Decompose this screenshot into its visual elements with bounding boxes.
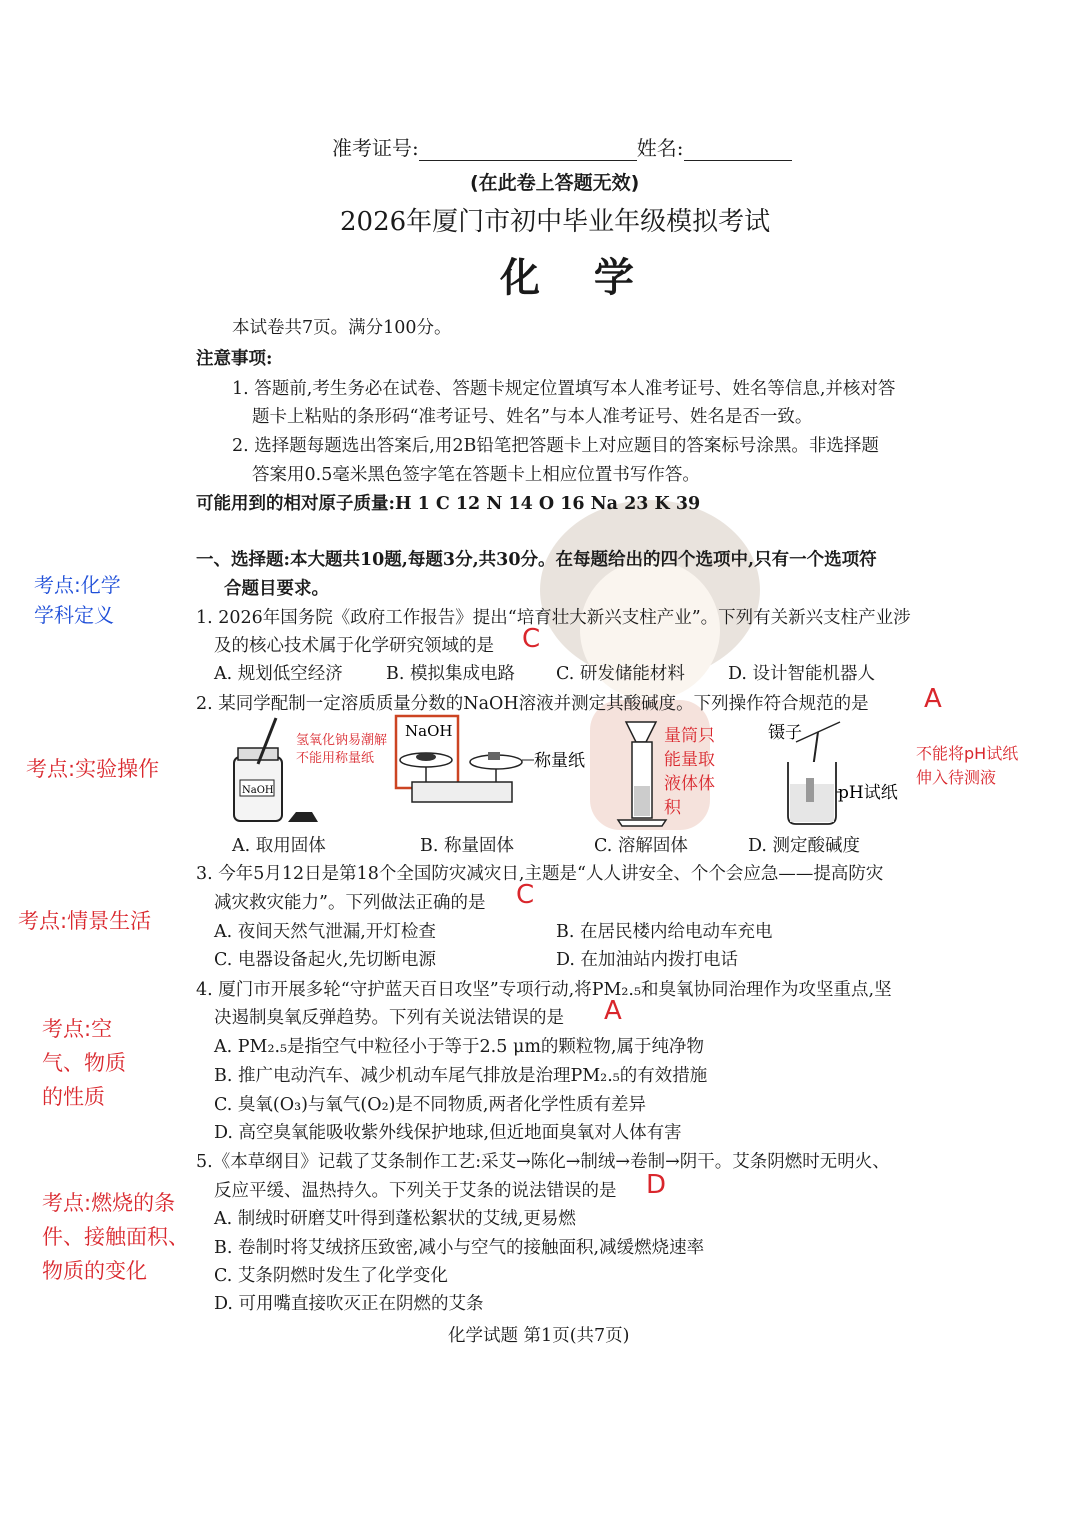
name-blank[interactable] xyxy=(684,142,792,161)
annotation-topic-2: 考点:实验操作 xyxy=(26,757,160,781)
q3-answer-mark: C xyxy=(516,880,535,910)
q5-answer-mark: D xyxy=(646,1170,667,1200)
q4-option-b[interactable]: B. 推广电动汽车、减少机动车尾气排放是治理PM₂.₅的有效措施 xyxy=(214,1066,708,1086)
q1-option-a[interactable]: A. 规划低空经济 xyxy=(214,664,343,684)
q3-line2: 减灾救灾能力”。下列做法正确的是 xyxy=(214,893,486,913)
atomic-masses: 可能用到的相对原子质量:H 1 C 12 N 14 O 16 Na 23 K 39 xyxy=(196,494,701,514)
q4-option-c[interactable]: C. 臭氧(O₃)与氧气(O₂)是不同物质,两者化学性质有差异 xyxy=(214,1095,646,1115)
annotation-topic-4: 考点:空气、物质的性质 xyxy=(42,1017,126,1109)
exam-id-label: 准考证号: xyxy=(332,136,419,160)
figure-a-bottle-label: NaOH xyxy=(242,785,274,796)
q5-option-c[interactable]: C. 艾条阴燃时发生了化学变化 xyxy=(214,1266,448,1286)
annotation-ph-note: 不能将pH试纸伸入待测液 xyxy=(916,744,1019,787)
notes-item1-line1: 1. 答题前,考生务必在试卷、答题卡规定位置填写本人准考证号、姓名等信息,并核对答 xyxy=(232,379,896,399)
notes-item2-line2: 答案用0.5毫米黑色签字笔在答题卡上相应位置书写作答。 xyxy=(252,465,700,485)
q2-line1: 2. 某同学配制一定溶质质量分数的NaOH溶液并测定其酸碱度。下列操作符合规范的是 xyxy=(196,694,869,714)
q3-option-a[interactable]: A. 夜间天然气泄漏,开灯检查 xyxy=(214,922,436,942)
notes-item1-line2: 题卡上粘贴的条形码“准考证号、姓名”与本人准考证号、姓名是否一致。 xyxy=(252,407,813,427)
q4-line1: 4. 厦门市开展多轮“守护蓝天百日攻坚”专项行动,将PM₂.₅和臭氧协同治理作为攻坚重点,坚 xyxy=(196,980,892,1000)
section1-line1: 一、选择题:本大题共10题,每题3分,共30分。在每题给出的四个选项中,只有一个选项符 xyxy=(196,550,877,570)
q4-option-a[interactable]: A. PM₂.₅是指空气中粒径小于等于2.5 μm的颗粒物,属于纯净物 xyxy=(214,1037,704,1057)
q5-option-d[interactable]: D. 可用嘴直接吹灭正在阴燃的艾条 xyxy=(214,1294,484,1314)
page-footer: 化学试题 第1页(共7页) xyxy=(448,1326,630,1346)
invalid-notice: (在此卷上答题无效) xyxy=(470,172,640,194)
q3-option-d[interactable]: D. 在加油站内拨打电话 xyxy=(556,950,739,970)
figure-b-paper-label: 称量纸 xyxy=(534,751,585,771)
notes-title: 注意事项: xyxy=(196,349,273,369)
q5-line1: 5.《本草纲目》记载了艾条制作工艺:采艾→陈化→制绒→卷制→阴干。艾条阴燃时无明火、 xyxy=(196,1152,890,1172)
q2-option-d[interactable]: D. 测定酸碱度 xyxy=(748,836,861,856)
q2-option-c[interactable]: C. 溶解固体 xyxy=(594,836,688,856)
exam-title: 2026年厦门市初中毕业年级模拟考试 xyxy=(340,207,771,237)
q1-option-d[interactable]: D. 设计智能机器人 xyxy=(728,664,876,684)
q4-answer-mark: A xyxy=(604,996,622,1026)
figure-c-cylinder xyxy=(618,722,666,826)
section1-line2: 合题目要求。 xyxy=(224,579,329,599)
q1-answer-mark: C xyxy=(522,624,541,654)
notes-item2-line1: 2. 选择题每题选出答案后,用2B铅笔把答题卡上对应题目的答案标号涂黑。非选择题 xyxy=(232,436,879,456)
figure-d-beaker xyxy=(768,722,898,824)
figure-b-balance xyxy=(396,716,585,802)
q3-option-c[interactable]: C. 电器设备起火,先切断电源 xyxy=(214,950,436,970)
q2-option-b[interactable]: B. 称量固体 xyxy=(420,836,514,856)
q1-line2: 及的核心技术属于化学研究领域的是 xyxy=(214,636,494,656)
q2-answer-mark: A xyxy=(924,684,942,714)
q4-line2: 决遏制臭氧反弹趋势。下列有关说法错误的是 xyxy=(214,1008,564,1028)
annotation-topic-5: 考点:燃烧的条件、接触面积、物质的变化 xyxy=(42,1191,189,1283)
figure-b-naoh-label: NaOH xyxy=(405,722,453,740)
figure-d-ph-label: pH试纸 xyxy=(838,783,898,803)
q1-line1: 1. 2026年国务院《政府工作报告》提出“培育壮大新兴支柱产业”。下列有关新兴支柱产业涉 xyxy=(196,608,911,628)
annotation-topic-3: 考点:情景生活 xyxy=(18,909,152,933)
q5-option-a[interactable]: A. 制绒时研磨艾叶得到蓬松絮状的艾绒,更易燃 xyxy=(214,1209,576,1229)
q3-option-b[interactable]: B. 在居民楼内给电动车充电 xyxy=(556,922,773,942)
figure-d-tweezers-label: 镊子 xyxy=(768,723,802,743)
q4-option-d[interactable]: D. 高空臭氧能吸收紫外线保护地球,但近地面臭氧对人体有害 xyxy=(214,1123,682,1143)
q2-figures xyxy=(200,712,960,830)
q1-option-b[interactable]: B. 模拟集成电路 xyxy=(386,664,515,684)
q2-option-a[interactable]: A. 取用固体 xyxy=(232,836,326,856)
annotation-topic-1: 考点:化学学科定义 xyxy=(34,573,121,627)
exam-id-blank[interactable] xyxy=(419,142,637,161)
annotation-naoh-note: 氢氧化钠易潮解不能用称量纸 xyxy=(296,733,388,766)
subject-title: 化 学 xyxy=(500,254,654,301)
q5-line2: 反应平缓、温热持久。下列关于艾条的说法错误的是 xyxy=(214,1181,617,1201)
exam-id-row xyxy=(332,132,792,161)
intro-text: 本试卷共7页。满分100分。 xyxy=(232,318,452,338)
q3-line1: 3. 今年5月12日是第18个全国防灾减灾日,主题是“人人讲安全、个个会应急——提高防灾 xyxy=(196,864,884,884)
name-label: 姓名: xyxy=(636,136,684,160)
q5-option-b[interactable]: B. 卷制时将艾绒挤压致密,减小与空气的接触面积,减缓燃烧速率 xyxy=(214,1238,705,1258)
q1-option-c[interactable]: C. 研发储能材料 xyxy=(556,664,685,684)
annotation-cylinder-note: 量筒只能量取液体体积 xyxy=(664,726,715,818)
